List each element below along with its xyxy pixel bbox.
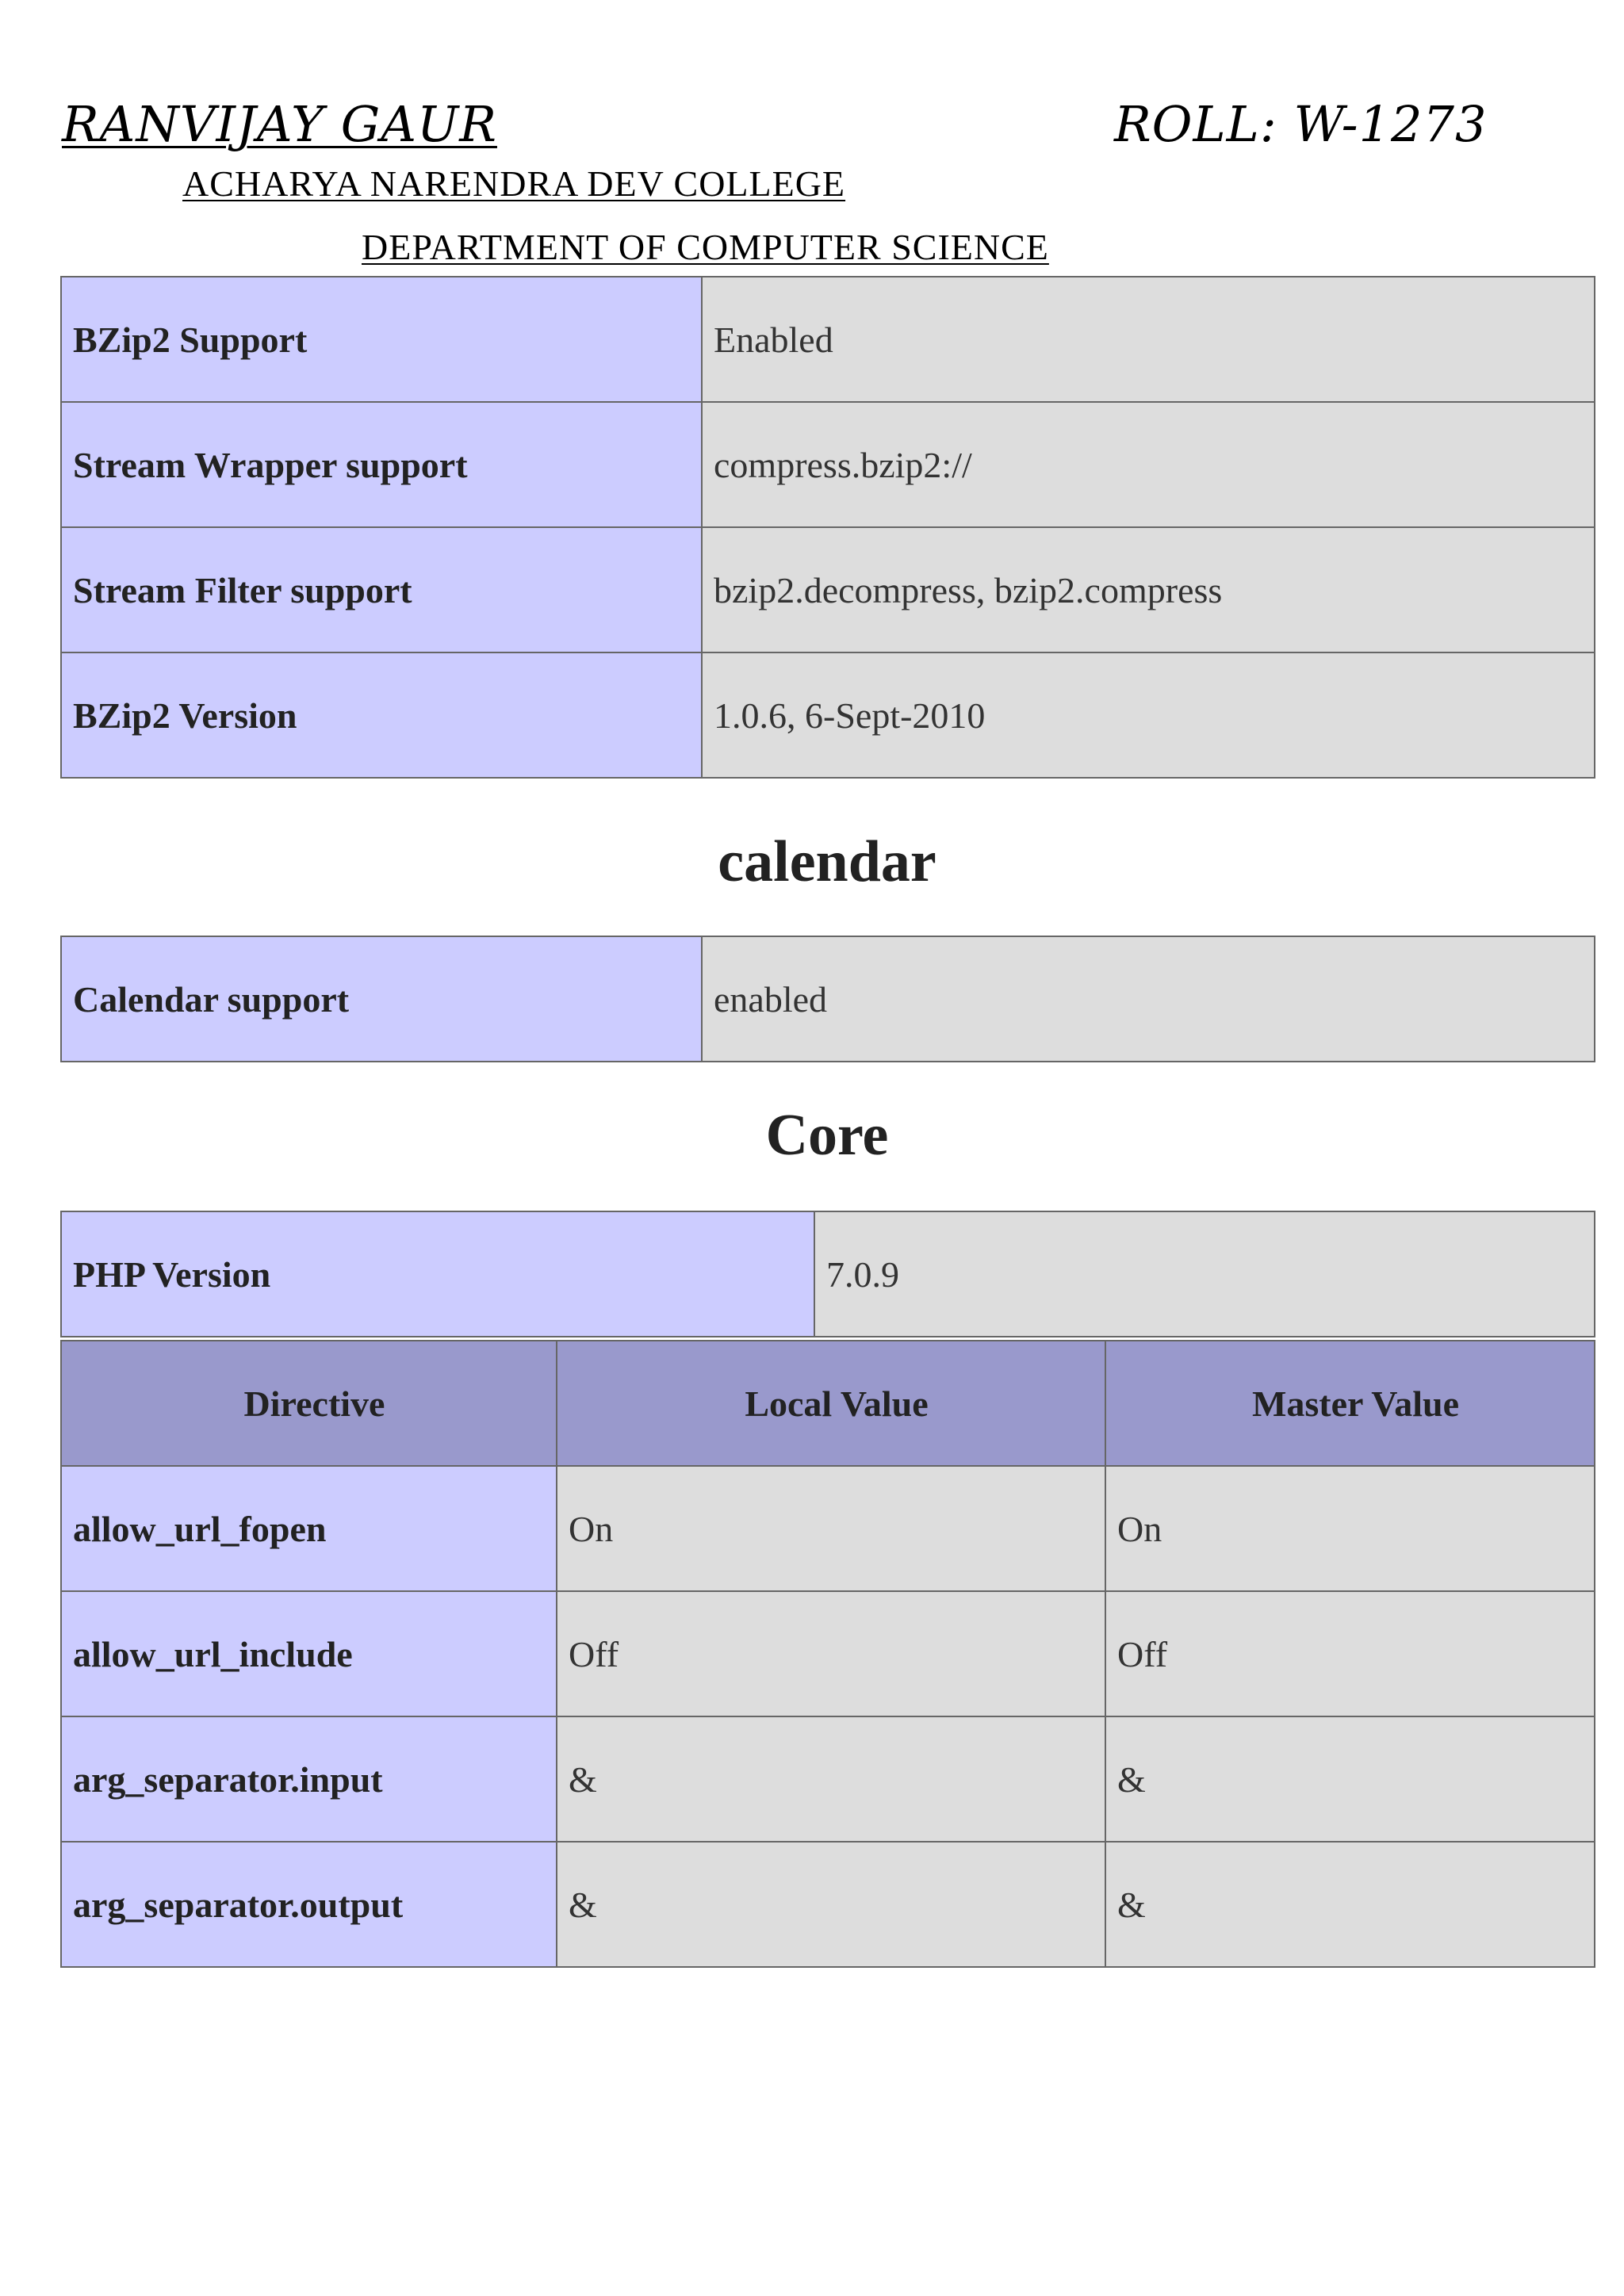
section-heading-core: Core: [765, 1103, 889, 1168]
setting-name: Calendar support: [61, 936, 702, 1062]
master-value: &: [1105, 1842, 1595, 1967]
student-name: RANVIJAY GAUR: [62, 95, 497, 153]
table-row: [61, 1842, 1595, 1967]
setting-name: BZip2 Version: [61, 652, 702, 778]
column-header-directive: Directive: [61, 1341, 557, 1466]
directive-name: arg_separator.output: [61, 1842, 557, 1967]
column-header-local-value: Local Value: [557, 1341, 1105, 1466]
table-row: [61, 527, 1595, 652]
roll-number: ROLL: W-1273: [1114, 95, 1488, 153]
setting-value: Enabled: [702, 277, 1595, 402]
table-row: [61, 277, 1595, 402]
php-version-table: [60, 1211, 1595, 1337]
php-version-label: PHP Version: [61, 1211, 814, 1337]
local-value: Off: [557, 1591, 1105, 1716]
department-name: DEPARTMENT OF COMPUTER SCIENCE: [362, 227, 1049, 267]
table-row: [61, 1591, 1595, 1716]
setting-value: enabled: [702, 936, 1595, 1062]
directive-name: allow_url_include: [61, 1591, 557, 1716]
column-header-master-value: Master Value: [1105, 1341, 1595, 1466]
master-value: On: [1105, 1466, 1595, 1591]
setting-value: 1.0.6, 6-Sept-2010: [702, 652, 1595, 778]
section-heading-calendar: calendar: [718, 829, 936, 894]
table-row: [61, 1211, 1595, 1337]
local-value: &: [557, 1716, 1105, 1842]
table-row: [61, 402, 1595, 527]
table-row: [61, 936, 1595, 1062]
setting-name: Stream Filter support: [61, 527, 702, 652]
local-value: On: [557, 1466, 1105, 1591]
master-value: &: [1105, 1716, 1595, 1842]
core-directives-table: [60, 1340, 1595, 1968]
setting-name: Stream Wrapper support: [61, 402, 702, 527]
master-value: Off: [1105, 1591, 1595, 1716]
table-row: [61, 652, 1595, 778]
setting-name: BZip2 Support: [61, 277, 702, 402]
local-value: &: [557, 1842, 1105, 1967]
setting-value: bzip2.decompress, bzip2.compress: [702, 527, 1595, 652]
directive-name: arg_separator.input: [61, 1716, 557, 1842]
calendar-table: [60, 936, 1595, 1062]
setting-value: compress.bzip2://: [702, 402, 1595, 527]
directive-name: allow_url_fopen: [61, 1466, 557, 1591]
php-version-value: 7.0.9: [814, 1211, 1595, 1337]
table-row: [61, 1716, 1595, 1842]
table-header-row: [61, 1341, 1595, 1466]
table-row: [61, 1466, 1595, 1591]
bzip2-table: [60, 276, 1595, 779]
college-name: ACHARYA NARENDRA DEV COLLEGE: [182, 163, 846, 204]
